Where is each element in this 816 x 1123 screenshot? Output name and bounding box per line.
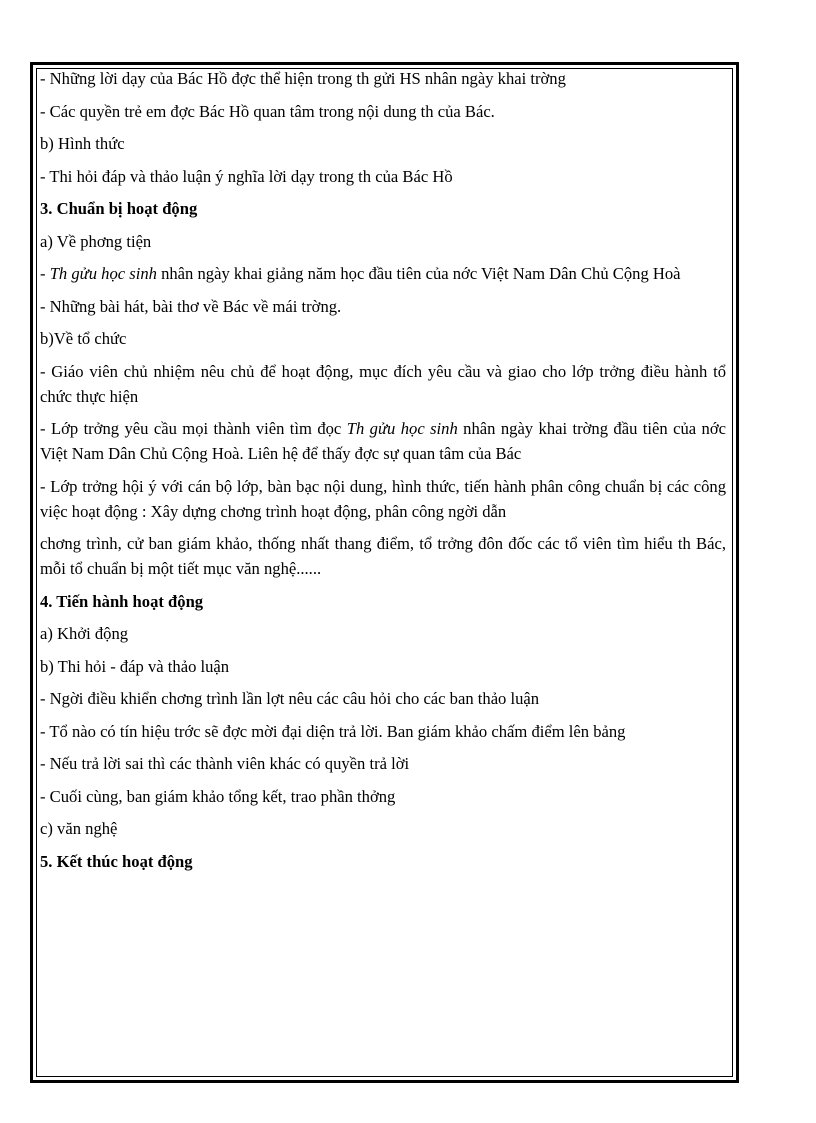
paragraph-20: - Cuối cùng, ban giám khảo tổng kết, trao phần thởng <box>40 786 396 806</box>
paragraph-2: - Các quyền trẻ em đợc Bác Hồ quan tâm trong nội dung th của Bác. <box>40 101 495 121</box>
paragraph-7-suffix: nhân ngày khai giảng năm học đầu tiên của nớc Việt Nam Dân Chủ Cộng Hoà <box>156 264 681 283</box>
paragraph-15: a) Khởi động <box>40 624 129 643</box>
letter-title-italic: Th gửu học sinh <box>346 419 458 438</box>
paragraph-8: - Những bài hát, bài thơ về Bác về mái trờng. <box>40 296 342 316</box>
paragraph-3: b) Hình thức <box>40 134 125 153</box>
paragraph-13: chơng trình, cử ban giám khảo, thống nhất thang điểm, tổ trởng đôn đốc các tổ viên tìm hiểu th Bác, mỗi tổ chuẩn bị một tiết mục văn nghệ...... <box>40 534 726 578</box>
document-body <box>40 66 726 881</box>
section-heading-4: 4. Tiến hành hoạt động <box>40 591 204 611</box>
paragraph-10: - Giáo viên chủ nhiệm nêu chủ để hoạt động, mục đích yêu cầu và giao cho lớp trởng điều hành tổ chức thực hiện <box>40 361 726 406</box>
paragraph-11-suffix: nhân ngày khai trờng đầu tiên của nớc Việt Nam Dân Chủ Cộng Hoà. Liên hệ để thấy đợc sự quan tâm của Bác <box>40 419 726 463</box>
paragraph-1: - Những lời dạy của Bác Hồ đợc thể hiện trong th gửi HS nhân ngày khai trờng <box>40 69 566 88</box>
paragraph-16: b) Thi hỏi - đáp và thảo luận <box>40 656 230 676</box>
section-heading-3: 3. Chuẩn bị hoạt động <box>40 199 198 218</box>
paragraph-4: - Thi hỏi đáp và thảo luận ý nghĩa lời dạy trong th của Bác Hồ <box>40 166 453 186</box>
section-heading-5: 5. Kết thúc hoạt động <box>40 851 193 871</box>
paragraph-18: - Tổ nào có tín hiệu trớc sẽ đợc mời đại diện trả lời. Ban giám khảo chấm điểm lên bảng <box>40 721 626 741</box>
letter-title-italic: Th gửu học sinh <box>49 264 157 283</box>
paragraph-11 <box>40 416 726 466</box>
paragraph-21: c) văn nghệ <box>40 819 118 838</box>
paragraph-9: b)Về tổ chức <box>40 329 127 348</box>
paragraph-7 <box>40 261 726 286</box>
paragraph-12: - Lớp trởng hội ý với cán bộ lớp, bàn bạc nội dung, hình thức, tiến hành phân công chuẩn bị các công việc hoạt động : Xây dựng chơng trình hoạt động, phân công ngời dẫn <box>40 476 726 521</box>
paragraph-11-prefix: - Lớp trởng yêu cầu mọi thành viên tìm đọc <box>40 419 347 438</box>
paragraph-7-prefix: - <box>40 264 50 283</box>
paragraph-19: - Nếu trả lời sai thì các thành viên khác có quyền trả lời <box>40 754 410 773</box>
paragraph-17: - Ngời điều khiển chơng trình lần lợt nêu các câu hỏi cho các ban thảo luận <box>40 689 540 708</box>
paragraph-6: a) Về phơng tiện <box>40 231 152 251</box>
